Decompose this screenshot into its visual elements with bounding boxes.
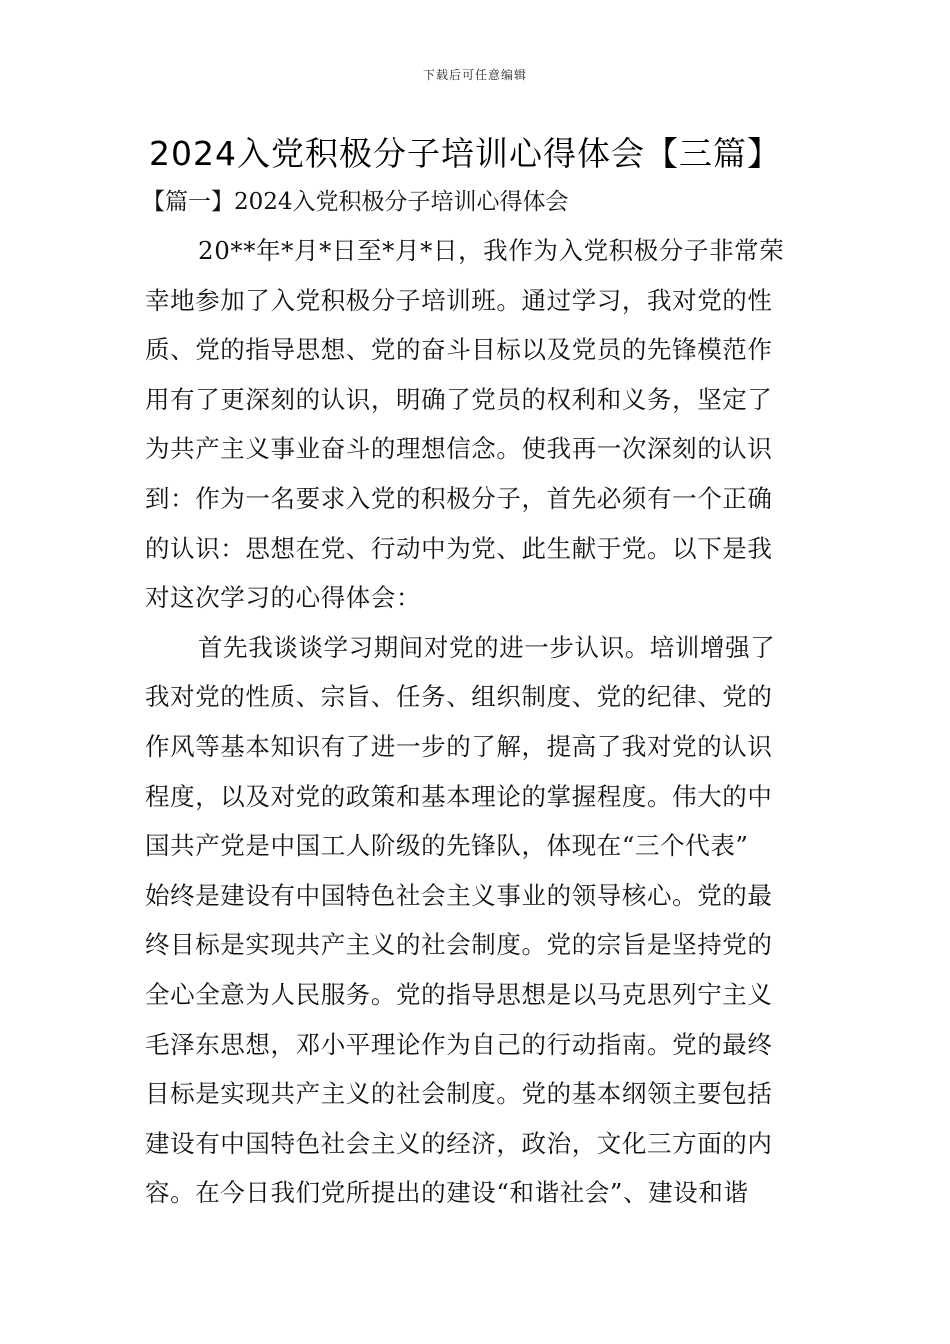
paragraph-line: 为共产主义事业奋斗的理想信念。使我再一次深刻的认识 [145, 434, 773, 464]
paragraph-line: 容。在今日我们党所提出的建设“和谐社会”、建设和谐 [145, 1178, 749, 1208]
paragraph-line: 终目标是实现共产主义的社会制度。党的宗旨是坚持党的 [145, 930, 773, 960]
paragraph-line: 用有了更深刻的认识，明确了党员的权利和义务，坚定了 [145, 384, 773, 414]
paragraph-line: 20**年*月*日至*月*日，我作为入党积极分子非常荣 [198, 236, 785, 265]
paragraph-line: 质、党的指导思想、党的奋斗目标以及党员的先锋模范作 [145, 335, 773, 365]
body-text [145, 226, 807, 1218]
paragraph-line: 到：作为一名要求入党的积极分子，首先必须有一个正确 [145, 483, 773, 513]
paragraph-line: 作风等基本知识有了进一步的了解，提高了我对党的认识 [145, 731, 773, 761]
paragraph-line: 国共产党是中国工人阶级的先锋队，体现在“三个代表” [145, 831, 749, 861]
paragraph-line: 幸地参加了入党积极分子培训班。通过学习，我对党的性 [145, 285, 773, 315]
paragraph-line: 首先我谈谈学习期间对党的进一步认识。培训增强了 [198, 632, 776, 662]
paragraph-line: 始终是建设有中国特色社会主义事业的领导核心。党的最 [145, 880, 773, 910]
paragraph-line: 全心全意为人民服务。党的指导思想是以马克思列宁主义 [145, 979, 773, 1009]
document-title: 2024入党积极分子培训心得体会【三篇】 [149, 134, 781, 173]
paragraph-line: 毛泽东思想，邓小平理论作为自己的行动指南。党的最终 [145, 1029, 773, 1059]
header-note: 下载后可任意编辑 [422, 68, 527, 82]
section-heading: 【篇一】2024入党积极分子培训心得体会 [142, 189, 569, 215]
paragraph-line: 目标是实现共产主义的社会制度。党的基本纲领主要包括 [145, 1079, 773, 1109]
paragraph-line: 对这次学习的心得体会： [145, 583, 422, 613]
paragraph-line: 我对党的性质、宗旨、任务、组织制度、党的纪律、党的 [145, 682, 773, 712]
paragraph-line: 程度，以及对党的政策和基本理论的掌握程度。伟大的中 [145, 781, 773, 811]
paragraph-line: 建设有中国特色社会主义的经济，政治，文化三方面的内 [145, 1128, 773, 1158]
paragraph-line: 的认识：思想在党、行动中为党、此生献于党。以下是我 [145, 533, 773, 563]
